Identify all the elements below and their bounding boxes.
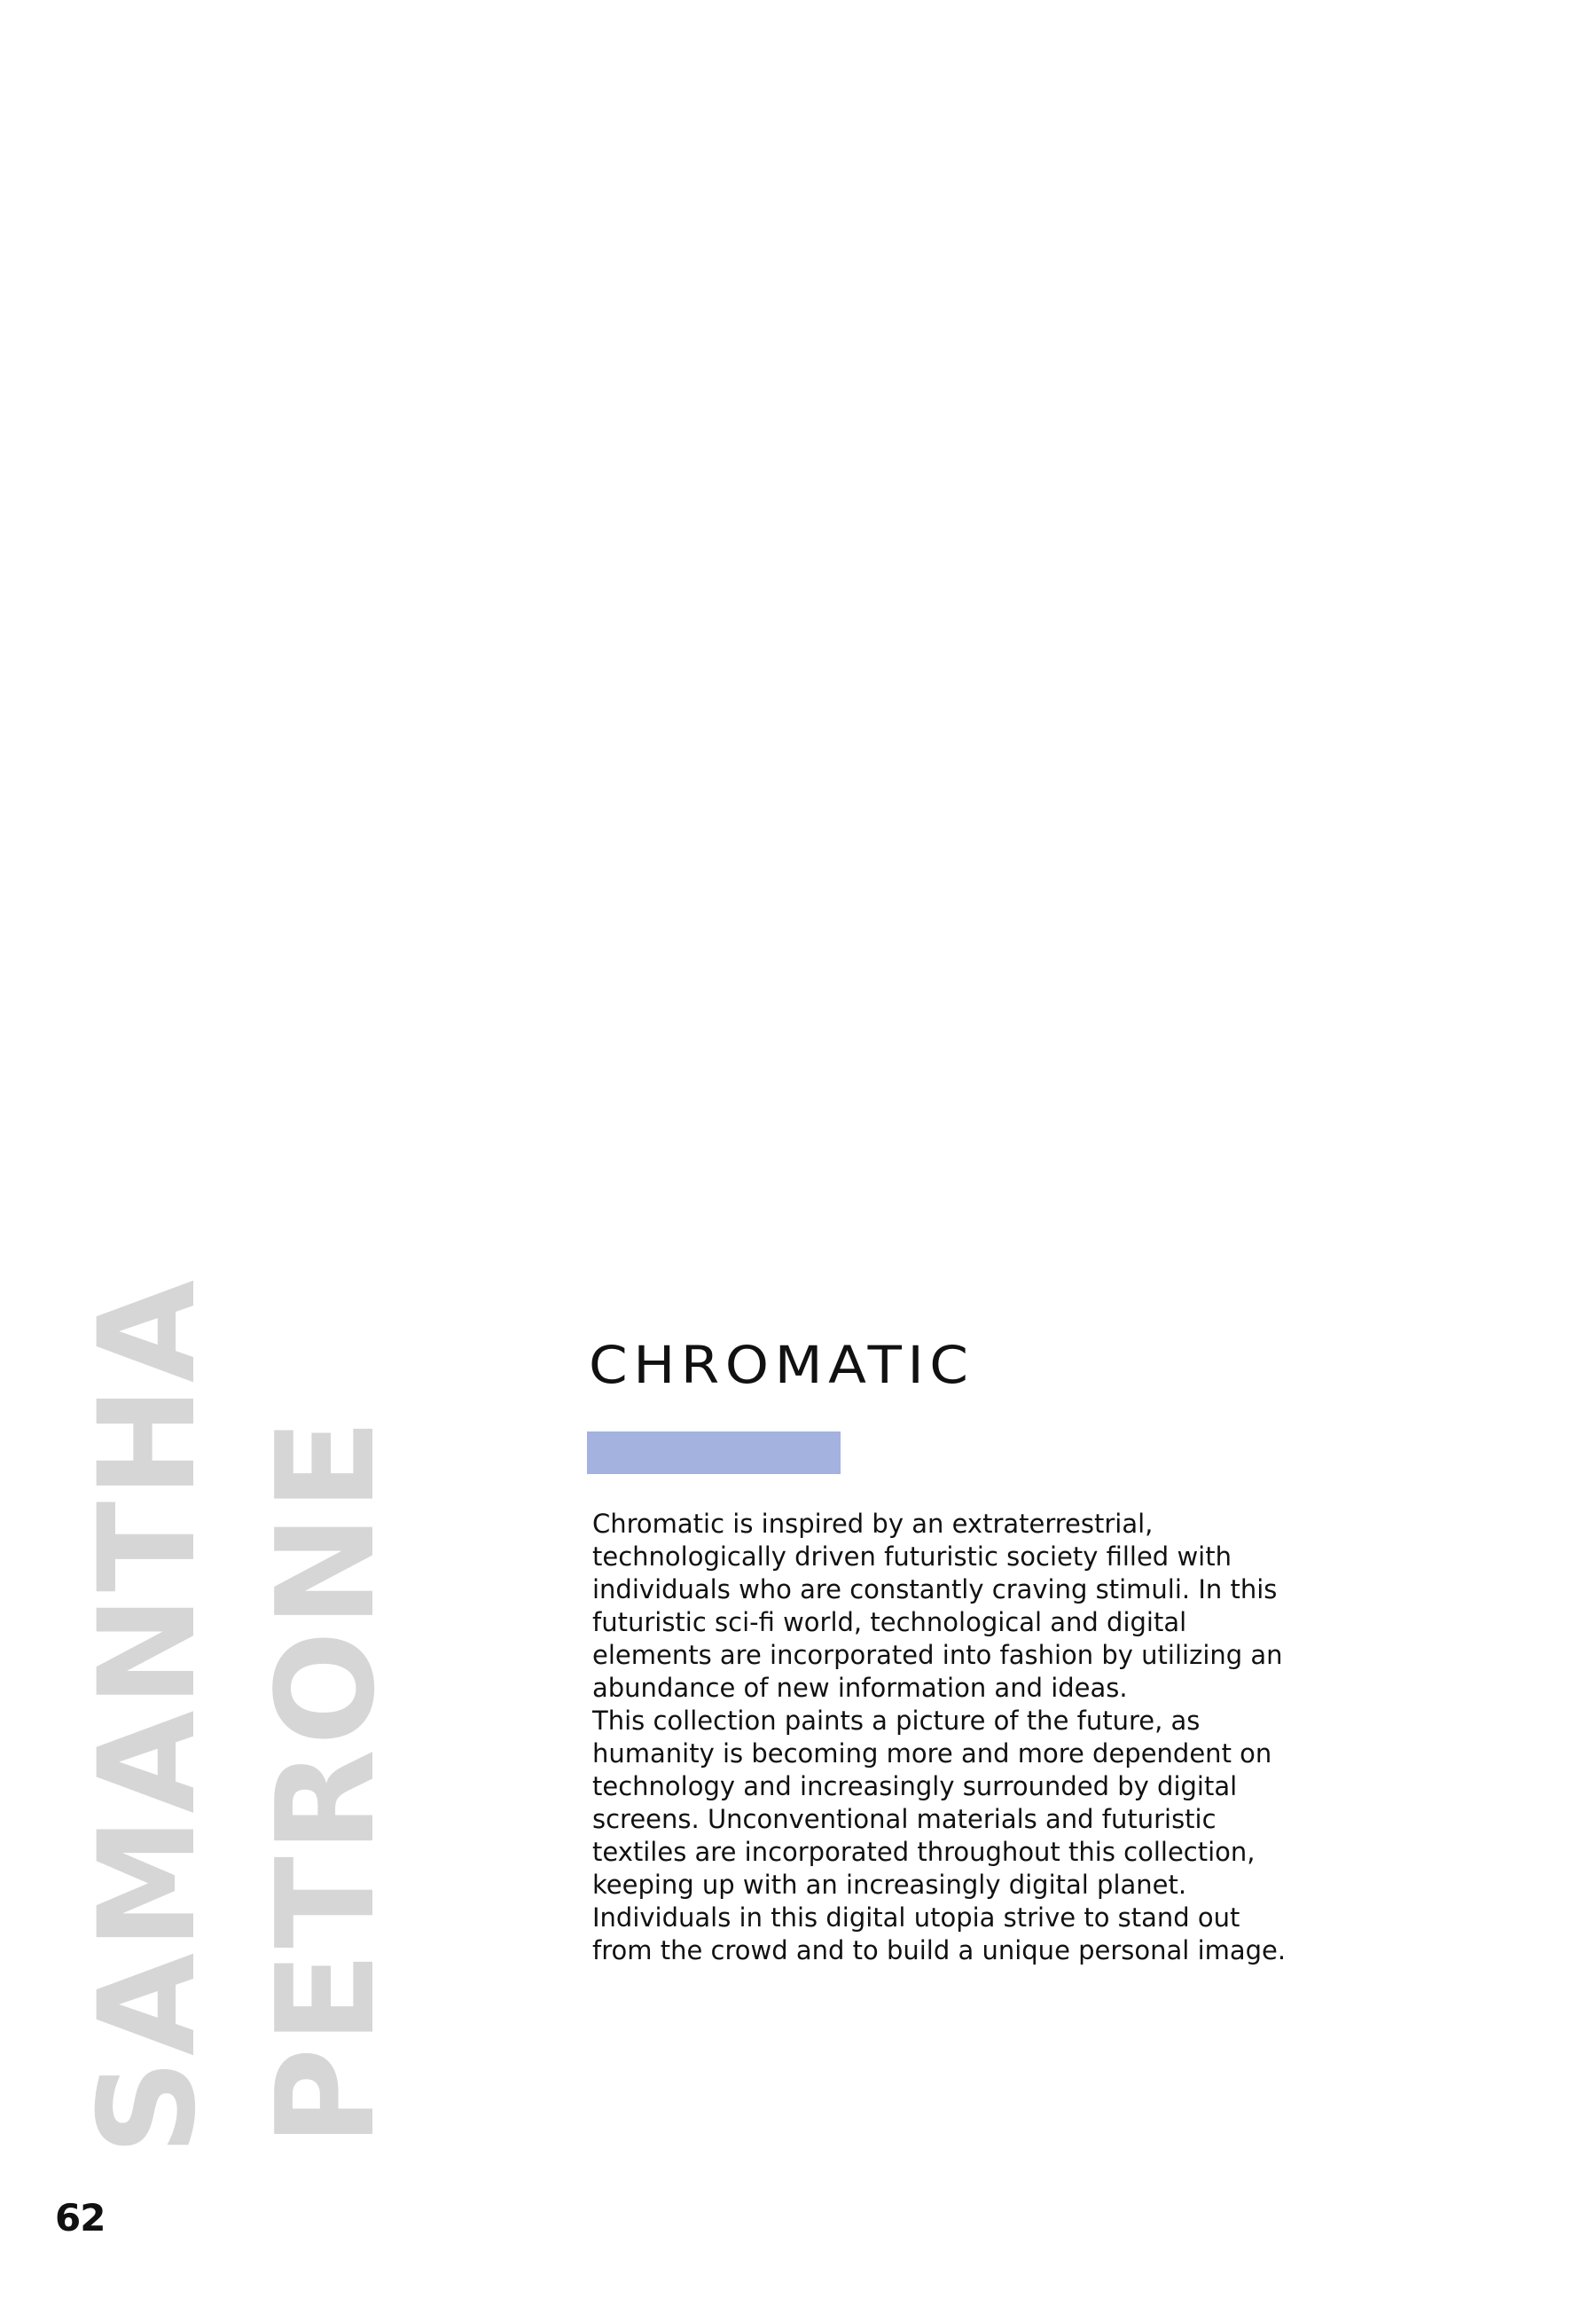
collection-description — [592, 1508, 1293, 1967]
page-number: 62 — [55, 2196, 106, 2239]
description-paragraph-2: This collection paints a picture of the future, as humanity is becoming more and more dependent on technology and increasingly surrounded by digital screens. Unconventional materials and futuristic textiles are incorporated throughout this collection, keeping up with an increasingly digital planet. Individuals in this digital utopia strive to stand out from the crowd and to build a unique personal image. — [592, 1706, 1287, 1965]
designer-last-name: PETRONE — [247, 1415, 404, 2146]
designer-first-name: SAMANTHA — [71, 1276, 225, 2155]
description-paragraph-1: Chromatic is inspired by an extraterrestrial, technologically driven futuristic society filled with individuals who are constantly craving stimuli. In this futuristic sci-fi world, technological and digital elements are incorporated into fashion by utilizing an abundance of new information and ideas. — [592, 1509, 1283, 1703]
collection-title: CHROMATIC — [589, 1335, 974, 1395]
accent-bar — [587, 1431, 841, 1474]
